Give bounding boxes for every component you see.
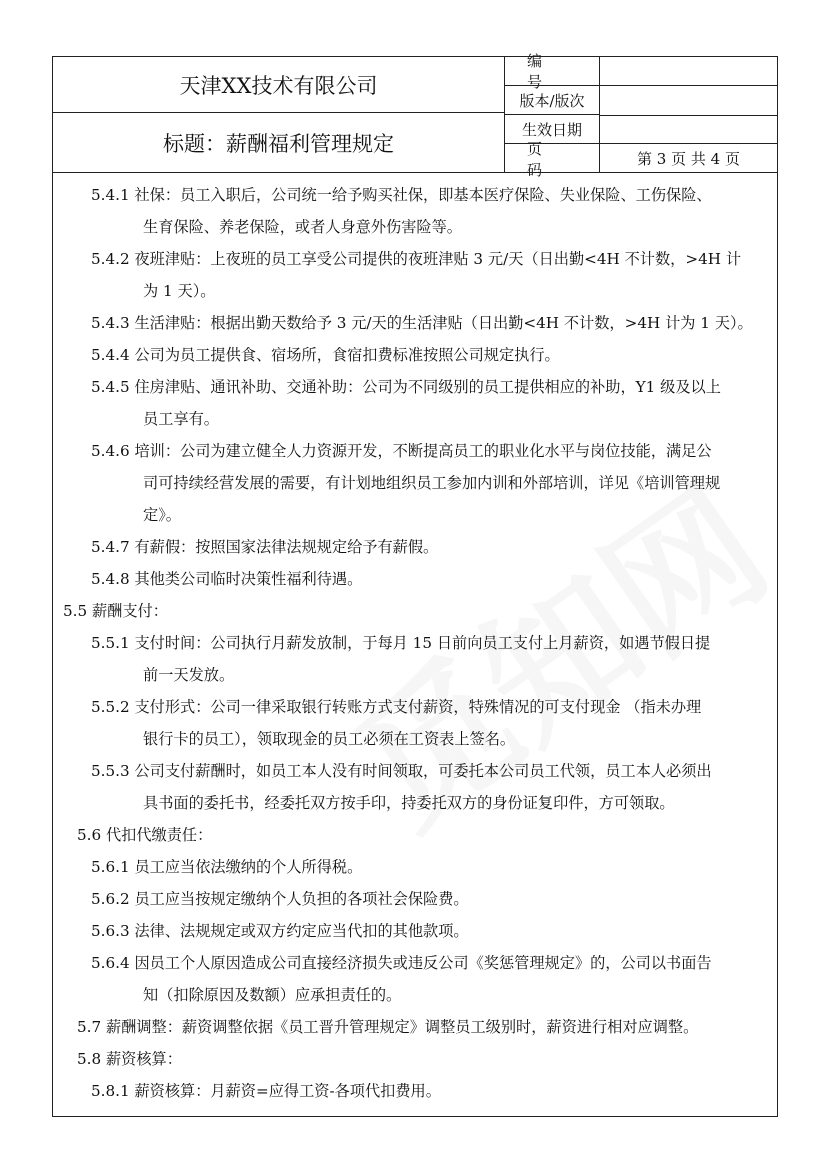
clause-line: 5.4.3 生活津贴：根据出勤天数给予 3 元/天的生活津贴（日出勤<4H 不计数，>4H 计为 1 天）。 [91,314,753,332]
clause-line: 5.4.8 其他类公司临时决策性福利待遇。 [91,570,363,588]
effective-date-label: 生效日期 [505,115,600,144]
clause-line: 5.4.2 夜班津贴：上夜班的员工享受公司提供的夜班津贴 3 元/天（日出勤<4H 不计数，>4H 计 [91,250,742,268]
section-heading: 5.8 薪资核算： [77,1050,182,1068]
clause-line: 5.6.1 员工应当依法缴纳的个人所得税。 [91,858,363,876]
clause-line: 定》。 [143,506,181,524]
clause-line: 生育保险、养老保险，或者人身意外伤害险等。 [143,218,462,236]
clause-line: 前一天发放。 [143,666,235,684]
version-label: 版本/版次 [505,86,600,115]
clause-line: 知（扣除原因及数额）应承担责任的。 [143,986,402,1004]
section-heading: 5.6 代扣代缴责任： [77,826,213,844]
clause-line: 5.4.5 住房津贴、通讯补助、交通补助：公司为不同级别的员工提供相应的补助，Y1 级及以上 [91,378,721,396]
clause-line: 为 1 天）。 [143,282,216,300]
document-header [53,52,777,179]
company-name: 天津XX技术有限公司 [53,57,505,113]
effective-date-value [600,115,777,144]
document-title: 标题：薪酬福利管理规定 [53,113,505,173]
clause-line: 5.4.1 社保：员工入职后，公司统一给予购买社保，即基本医疗保险、失业保险、工伤保险、 [91,186,712,204]
page-value: 第 3 页 共 4 页 [637,150,740,168]
clause-line: 5.5.3 公司支付薪酬时，如员工本人没有时间领取，可委托本公司员工代领，员工本人必须出 [91,762,712,780]
clause-line: 具书面的委托书，经委托双方按手印，持委托双方的身份证复印件，方可领取。 [143,794,675,812]
section-heading: 5.5 薪酬支付： [63,602,168,620]
clause-line: 5.4.4 公司为员工提供食、宿场所，食宿扣费标准按照公司规定执行。 [91,346,560,364]
document-frame [52,52,778,1117]
doc-number-value [600,57,777,86]
version-value [600,86,777,115]
doc-number-label: 编 号 [505,57,600,86]
clause-line: 司可持续经营发展的需要，有计划地组织员工参加内训和外部培训，详见《培训管理规 [143,474,721,492]
clause-line: 员工享有。 [143,410,219,428]
clause-line: 5.6.3 法律、法规规定或双方约定应当代扣的其他款项。 [91,922,469,940]
clause-line: 5.4.6 培训：公司为建立健全人力资源开发，不断提高员工的职业化水平与岗位技能，满足公 [91,442,712,460]
section-heading: 5.7 薪酬调整：薪资调整依据《员工晋升管理规定》调整员工级别时，薪资进行相对应调整。 [77,1018,699,1036]
clause-line: 5.8.1 薪资核算：月薪资=应得工资-各项代扣费用。 [91,1082,441,1100]
clause-line: 银行卡的员工），领取现金的员工必须在工资表上签名。 [143,730,516,748]
clause-line: 5.4.7 有薪假：按照国家法律法规规定给予有薪假。 [91,538,439,556]
clause-line: 5.5.2 支付形式：公司一律采取银行转账方式支付薪资，特殊情况的可支付现金 （指未办理 [91,698,702,716]
clause-line: 5.6.4 因员工个人原因造成公司直接经济损失或违反公司《奖惩管理规定》的，公司以书面告 [91,954,712,972]
clause-line: 5.6.2 员工应当按规定缴纳个人负担的各项社会保险费。 [91,890,469,908]
clause-line: 5.5.1 支付时间：公司执行月薪发放制，于每月 15 日前向员工支付上月薪资，如遇节假日提 [91,634,711,652]
page-label: 页 码 [505,144,600,173]
